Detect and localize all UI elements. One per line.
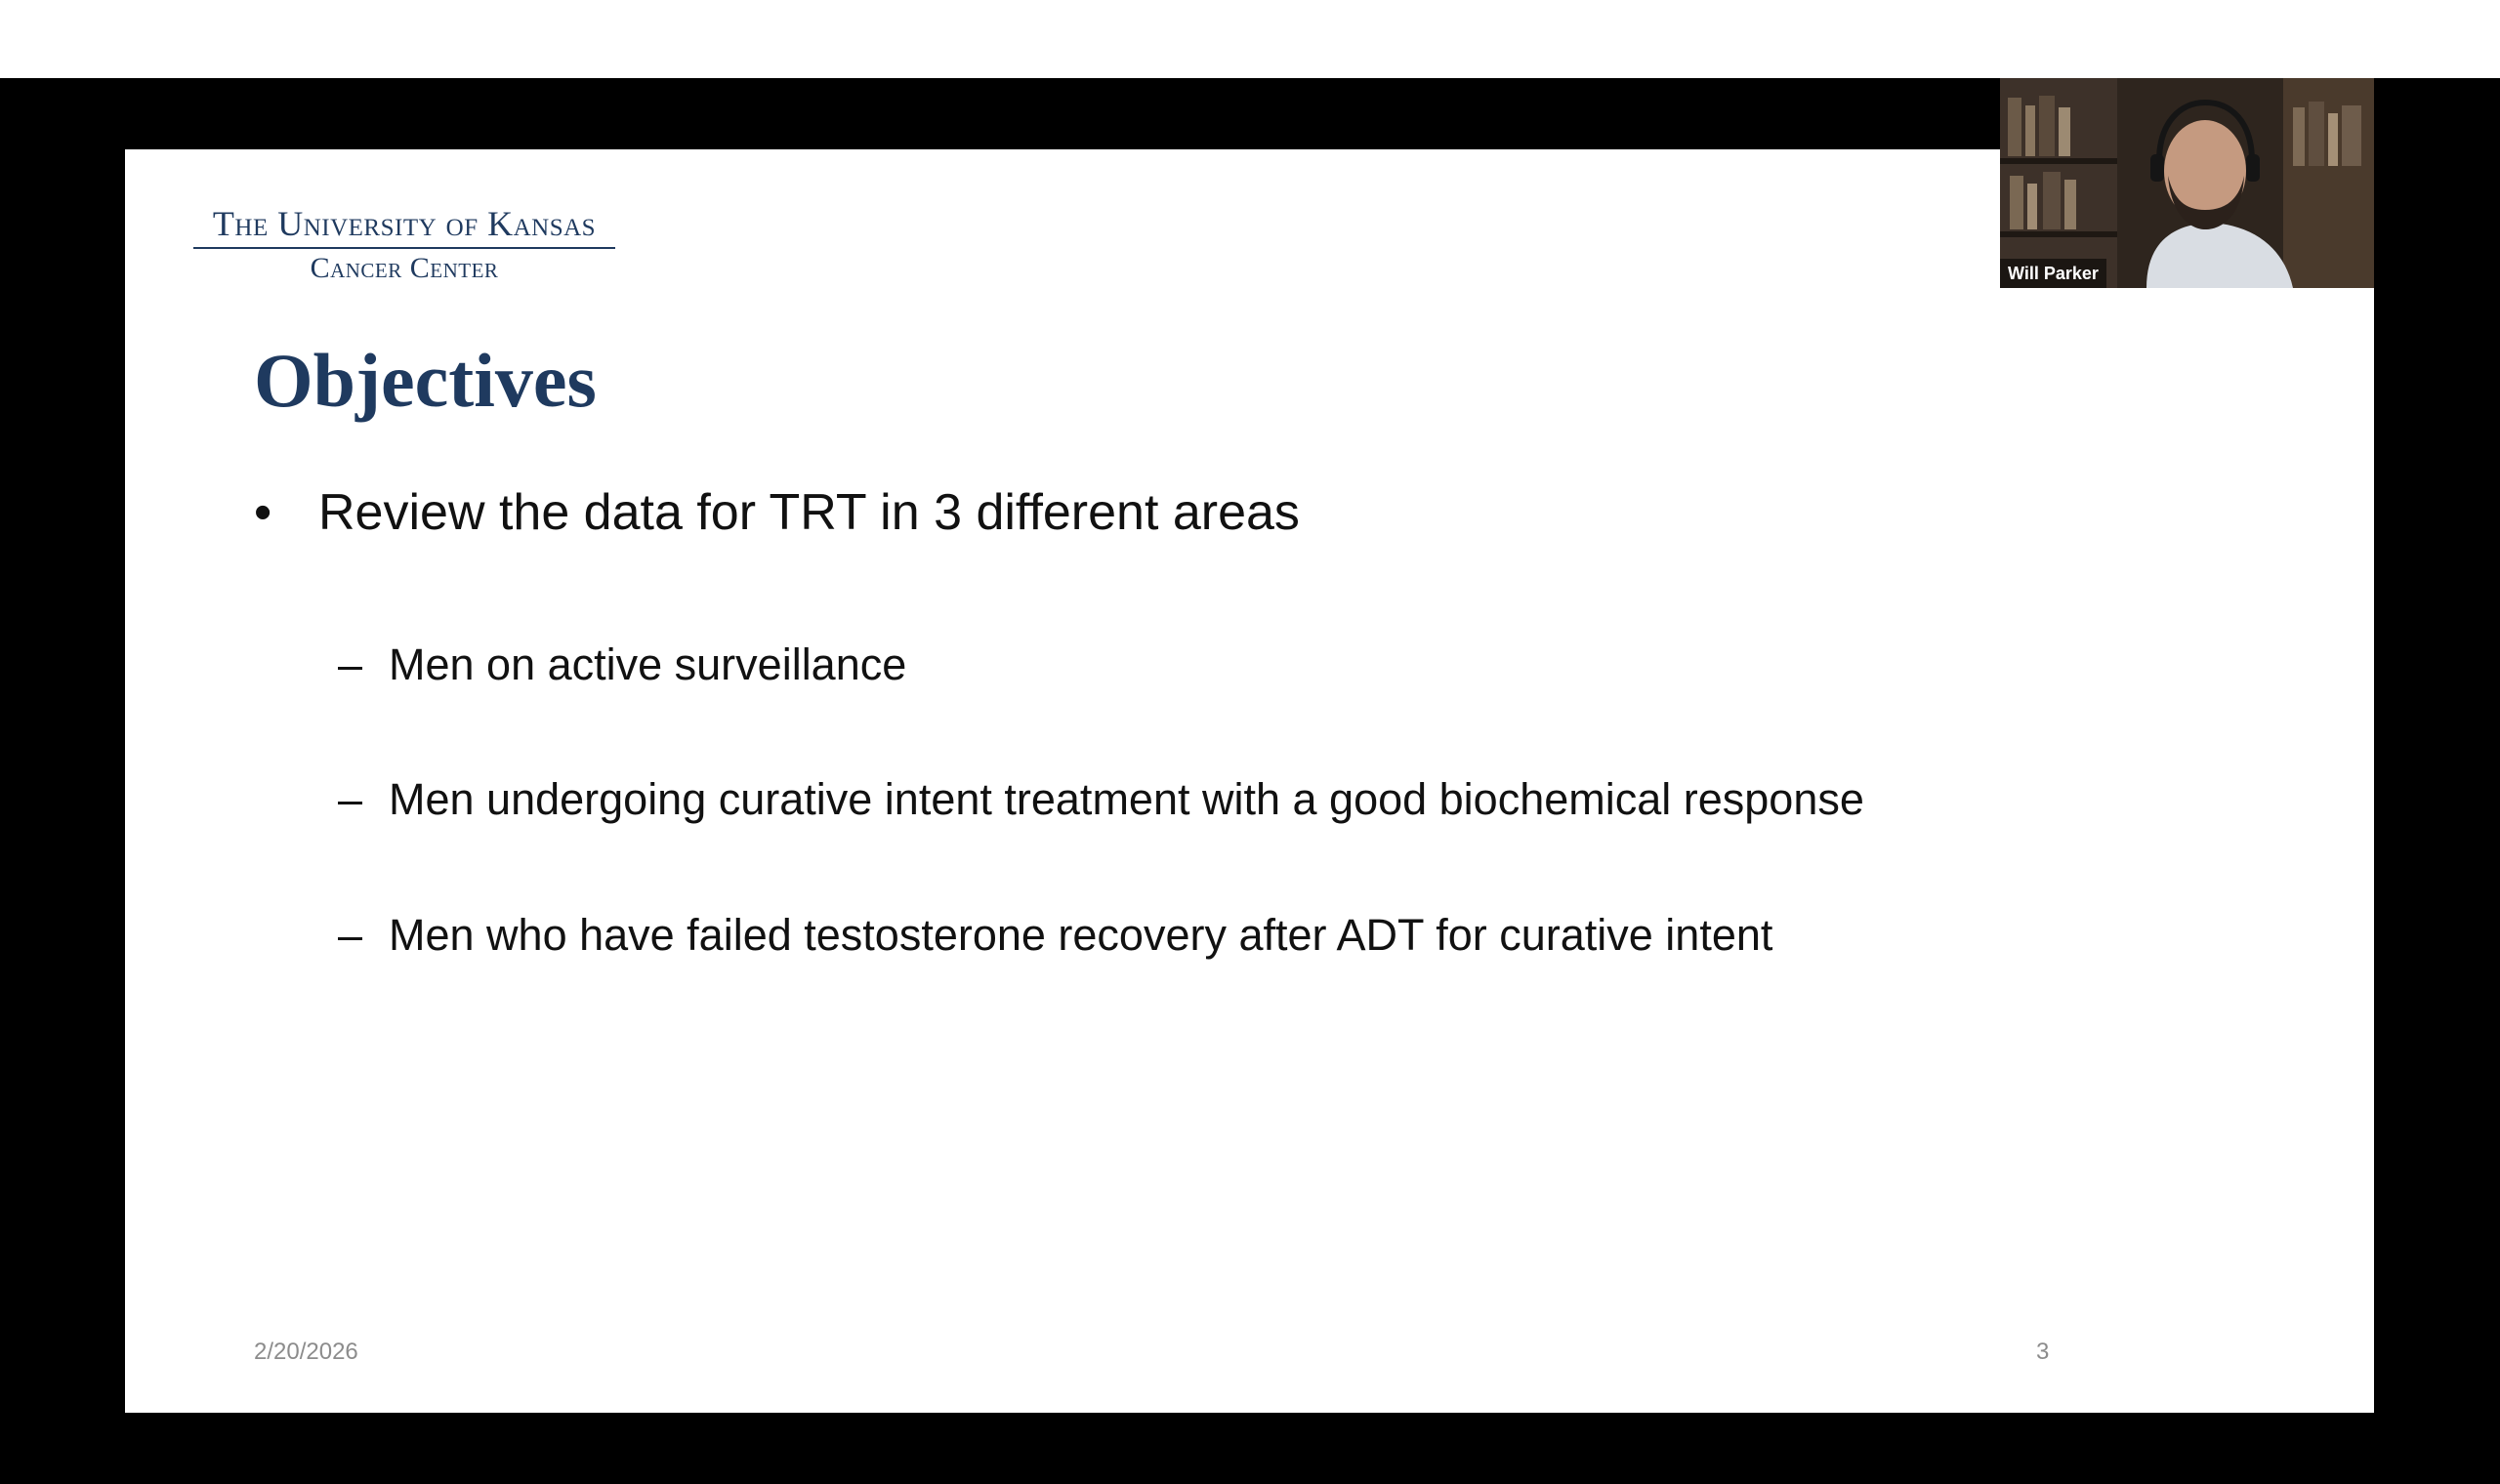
bullet-text: Review the data for TRT in 3 different areas [318, 484, 1300, 541]
bullet-marker: • [254, 484, 272, 541]
slide-title: Objectives [254, 338, 597, 423]
logo-university-name: The University of Kansas [193, 204, 615, 249]
university-logo [193, 204, 615, 288]
shared-screen-area [0, 78, 2500, 1484]
presentation-slide [125, 149, 2374, 1413]
logo-cancer-center: Cancer Center [310, 252, 499, 284]
sub-bullet-text: Men undergoing curative intent treatment with a good biochemical response [389, 774, 1864, 824]
dash-marker: – [338, 639, 363, 689]
sub-bullet-text: Men who have failed testosterone recovery after ADT for curative intent [389, 910, 1773, 960]
sub-bullet-item [338, 908, 1772, 963]
participant-name-label: Will Parker [2000, 259, 2106, 288]
dash-marker: – [338, 910, 363, 960]
bullet-item [254, 481, 1300, 544]
dash-marker: – [338, 774, 363, 824]
sub-bullet-text: Men on active surveillance [389, 639, 907, 689]
slide-date: 2/20/2026 [254, 1339, 358, 1365]
sub-bullet-item [338, 772, 1864, 827]
participant-video-feed [2000, 78, 2374, 288]
participant-video-tile[interactable] [2000, 78, 2374, 288]
slide-page-number: 3 [2036, 1339, 2050, 1365]
sub-bullet-item [338, 638, 906, 692]
